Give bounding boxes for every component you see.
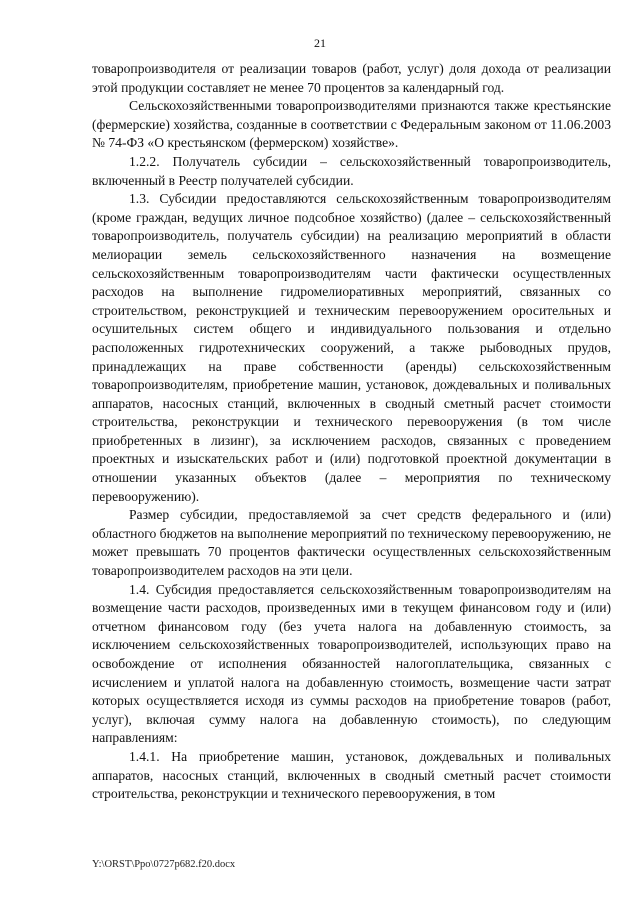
paragraph: Размер субсидии, предоставляемой за счет средств федерального и (или) областного бюджетов на выполнение мероприятий по техническому перевооружению, не может превышать 70 процентов фактически осуществленных сельскохозяйственным товаропроизводителем расходов на эти цели.	[92, 507, 611, 579]
paragraph: 1.3. Субсидии предоставляются сельскохозяйственным товаропроизводителям (кроме граждан, ведущих личное подсобное хозяйство) (далее – сельскохозяйственный товаропроизводитель, получатель субсидии) на реализацию мероприятий в области мелиорации земель сельскохозяйственного назначения на возмещение сельскохозяйственным товаропроизводителям части фактически осуществленных расходов на выполнение гидромелиоративных мероприятий, связанных со строительством, реконструкцией и техническим перевооружением оросительных и осушительных систем общего и индивидуального пользования и отдельно расположенных гидротехнических сооружений, а также рыбоводных прудов, принадлежащих на праве собственности (аренды) сельскохозяйственным товаропроизводителям, приобретение машин, установок, дождевальных и поливальных аппаратов, насосных станций, включенных в сводный сметный расчет стоимости строительства, реконструкции и технического перевооружения (в том числе приобретенных в лизинг), за исключением расходов, связанных с проведением проектных и изыскательских работ и (или) подготовкой проектной документации в отношении указанных объектов (далее – мероприятия по техническому перевооружению).	[92, 191, 611, 504]
paragraph: 1.2.2. Получатель субсидии – сельскохозяйственный товаропроизводитель, включенный в Реестр получателей субсидии.	[92, 153, 611, 188]
paragraph: 1.4. Субсидия предоставляется сельскохозяйственным товаропроизводителям на возмещение части расходов, произведенных ими в текущем финансовом году и (или) отчетном финансовом году (без учета налога на добавленную стоимость, за исключением сельскохозяйственных товаропроизводителей, использующих право на освобождение от исполнения обязанностей налогоплательщика, связанных с исчислением и уплатой налога на добавленную стоимость, возмещение части затрат которых осуществляется исходя из суммы расходов на приобретение товаров (работ, услуг), включая сумму налога на добавленную стоимость), по следующим направлениям:	[92, 581, 611, 746]
paragraph: товаропроизводителя от реализации товаров (работ, услуг) доля дохода от реализации этой продукции составляет не менее 70 процентов за календарный год.	[92, 61, 611, 95]
footer-file-path: Y:\ORST\Ppo\0727p682.f20.docx	[92, 859, 236, 870]
paragraph: Сельскохозяйственными товаропроизводителями признаются также крестьянские (фермерские) хозяйства, созданные в соответствии с Федеральным законом от 11.06.2003 № 74-ФЗ «О крестьянском (фермерском) хозяйстве».	[92, 98, 611, 151]
page-number: 21	[314, 36, 326, 50]
document-body	[92, 60, 611, 804]
paragraph: 1.4.1. На приобретение машин, установок, дождевальных и поливальных аппаратов, насосных станций, включенных в сводный сметный расчет стоимости строительства, реконструкции и технического перевооружения, в том	[92, 748, 611, 802]
